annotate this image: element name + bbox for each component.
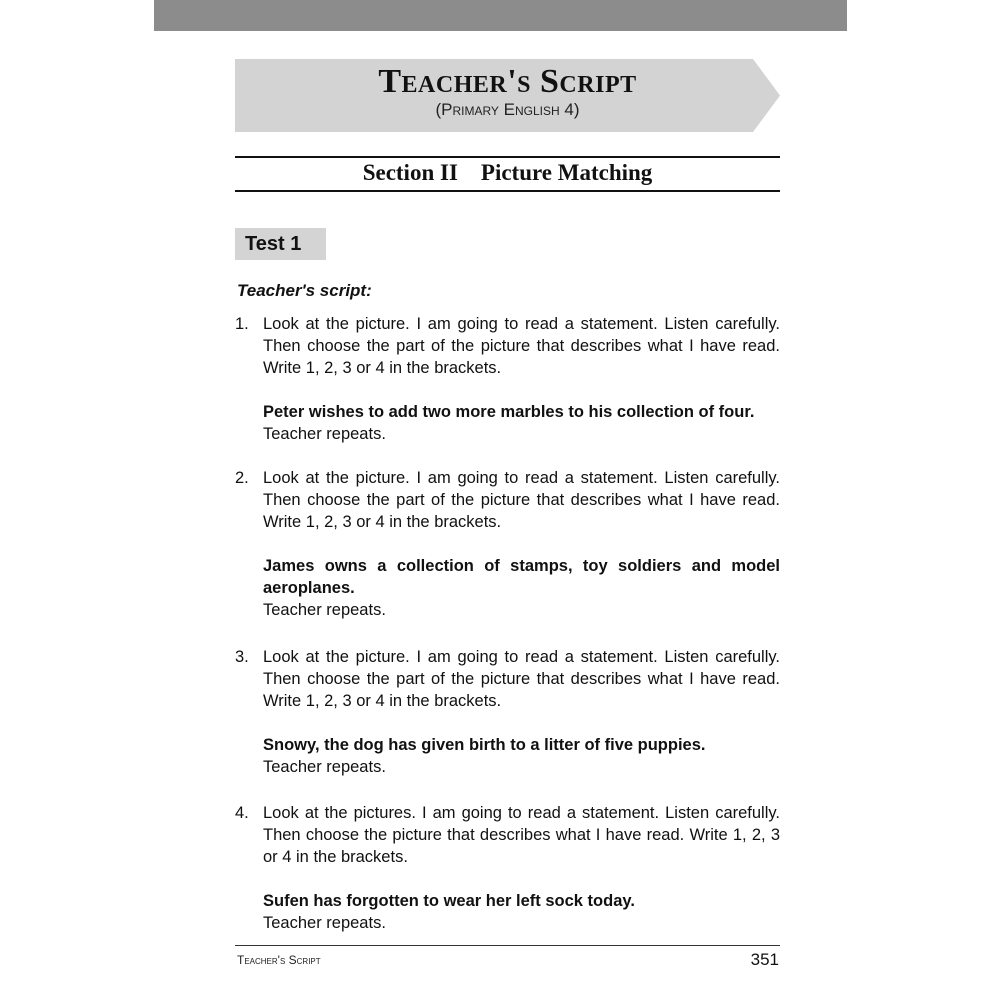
page-subtitle: (Primary English 4) (435, 100, 580, 119)
script-heading: Teacher's script: (237, 281, 372, 300)
page-title: Teacher's Script (378, 63, 637, 100)
footer-rule (235, 945, 780, 946)
list-item (235, 467, 780, 621)
title-banner (235, 59, 780, 132)
item-number: 4. (235, 804, 249, 822)
list-item (235, 646, 780, 778)
item-instruction: Look at the picture. I am going to read a statement. Listen carefully. Then choose the part of the picture that describes what I have read. Write 1, 2, 3 or 4 in the brackets. (263, 648, 780, 710)
item-repeat: Teacher repeats. (263, 914, 386, 932)
page-number: 351 (750, 950, 779, 969)
document-page (154, 0, 847, 1000)
section-top-rule (235, 156, 780, 158)
item-statement: Sufen has forgotten to wear her left sock today. (263, 892, 635, 910)
test-label: Test 1 (235, 228, 326, 260)
footer-running-title: Teacher's Script (237, 953, 321, 967)
section-title: Section II Picture Matching (362, 160, 653, 185)
item-statement: James owns a collection of stamps, toy soldiers and model aeroplanes. (263, 557, 780, 597)
item-number: 3. (235, 648, 249, 666)
item-statement: Peter wishes to add two more marbles to his collection of four. (263, 403, 755, 421)
item-number: 2. (235, 469, 249, 487)
item-repeat: Teacher repeats. (263, 425, 386, 443)
item-repeat: Teacher repeats. (263, 758, 386, 776)
item-instruction: Look at the pictures. I am going to read a statement. Listen carefully. Then choose the picture that describes what I have read. Write 1, 2, 3 or 4 in the brackets. (263, 804, 780, 866)
item-number: 1. (235, 315, 249, 333)
item-instruction: Look at the picture. I am going to read a statement. Listen carefully. Then choose the part of the picture that describes what I have read. Write 1, 2, 3 or 4 in the brackets. (263, 469, 780, 531)
item-repeat: Teacher repeats. (263, 601, 386, 619)
item-statement: Snowy, the dog has given birth to a litter of five puppies. (263, 736, 706, 754)
list-item (235, 313, 780, 445)
list-item (235, 802, 780, 934)
section-bottom-rule (235, 190, 780, 192)
item-instruction: Look at the picture. I am going to read a statement. Listen carefully. Then choose the part of the picture that describes what I have read. Write 1, 2, 3 or 4 in the brackets. (263, 315, 780, 377)
top-bar (154, 0, 847, 31)
